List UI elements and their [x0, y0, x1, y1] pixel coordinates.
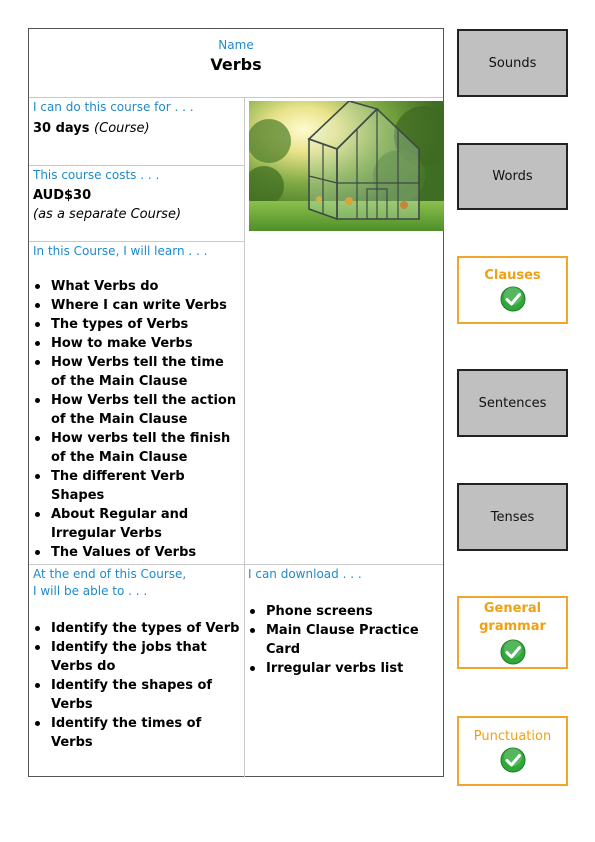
sentences-label: Sentences	[478, 395, 547, 411]
divider	[244, 97, 245, 777]
divider	[29, 564, 443, 565]
download-item[interactable]: Main Clause Practice Card	[266, 621, 443, 659]
outcome-label-line-2: I will be able to . . .	[33, 584, 148, 598]
list-item: The types of Verbs	[51, 315, 241, 334]
list-item: What Verbs do	[51, 277, 241, 296]
learn-list	[33, 277, 241, 562]
download-item[interactable]: Phone screens	[266, 602, 443, 621]
divider	[29, 97, 443, 98]
duration-label: I can do this course for . . .	[33, 100, 194, 114]
cost-value: AUD$30	[33, 188, 92, 203]
download-list	[248, 602, 443, 678]
clauses-label: Clauses	[484, 268, 541, 283]
general-grammar-button[interactable]	[457, 596, 568, 669]
divider	[29, 165, 244, 166]
sentences-button[interactable]	[457, 369, 568, 437]
duration-note: (Course)	[94, 121, 150, 136]
tenses-button[interactable]	[457, 483, 568, 551]
title-area	[29, 29, 443, 97]
list-item: Identify the types of Verb	[51, 621, 240, 636]
duration-cell	[33, 99, 241, 138]
list-item: The different Verb Shapes	[51, 467, 241, 505]
learn-label: In this Course, I will learn . . .	[33, 244, 208, 258]
learn-cell	[33, 243, 241, 562]
list-item: How Verbs tell the action of the Main Clause	[51, 391, 241, 429]
outcome-list	[33, 619, 241, 752]
download-cell	[248, 566, 443, 678]
name-label: Name	[218, 38, 254, 52]
duration-value-line	[33, 119, 241, 138]
outcome-cell	[33, 566, 241, 752]
sounds-label: Sounds	[488, 55, 537, 71]
check-icon	[500, 286, 526, 312]
duration-value: 30 days	[33, 121, 90, 136]
download-item[interactable]: Irregular verbs list	[266, 659, 443, 678]
general-grammar-label: General grammar	[479, 601, 546, 634]
words-label: Words	[492, 169, 533, 184]
greenhouse-image	[249, 101, 444, 231]
list-item: How Verbs tell the time of the Main Clause	[51, 353, 241, 391]
list-item: How to make Verbs	[51, 334, 241, 353]
list-item: The Values of Verbs	[51, 543, 241, 562]
course-card	[28, 28, 444, 777]
check-icon	[500, 747, 526, 773]
tenses-label: Tenses	[490, 509, 535, 525]
list-item: About Regular and Irregular Verbs	[51, 505, 241, 543]
download-label: I can download . . .	[248, 567, 362, 581]
divider	[29, 241, 244, 242]
outcome-label-line-1: At the end of this Course,	[33, 567, 187, 581]
cost-label: This course costs . . .	[33, 168, 160, 182]
cost-cell	[33, 167, 241, 224]
sounds-button[interactable]	[457, 29, 568, 97]
course-title: Verbs	[210, 55, 262, 74]
list-item: How verbs tell the finish of the Main Clause	[51, 429, 241, 467]
greenhouse-illustration	[249, 101, 444, 231]
list-item: Where I can write Verbs	[51, 296, 241, 315]
list-item: Identify the jobs that Verbs do	[51, 638, 241, 676]
list-item: Identify the shapes of Verbs	[51, 676, 241, 714]
punctuation-label: Punctuation	[473, 729, 552, 744]
cost-note: (as a separate Course)	[33, 207, 182, 222]
clauses-button[interactable]	[457, 256, 568, 324]
words-button[interactable]	[457, 143, 568, 210]
list-item: Identify the times of Verbs	[51, 714, 241, 752]
punctuation-button[interactable]	[457, 716, 568, 786]
check-icon	[500, 639, 526, 665]
